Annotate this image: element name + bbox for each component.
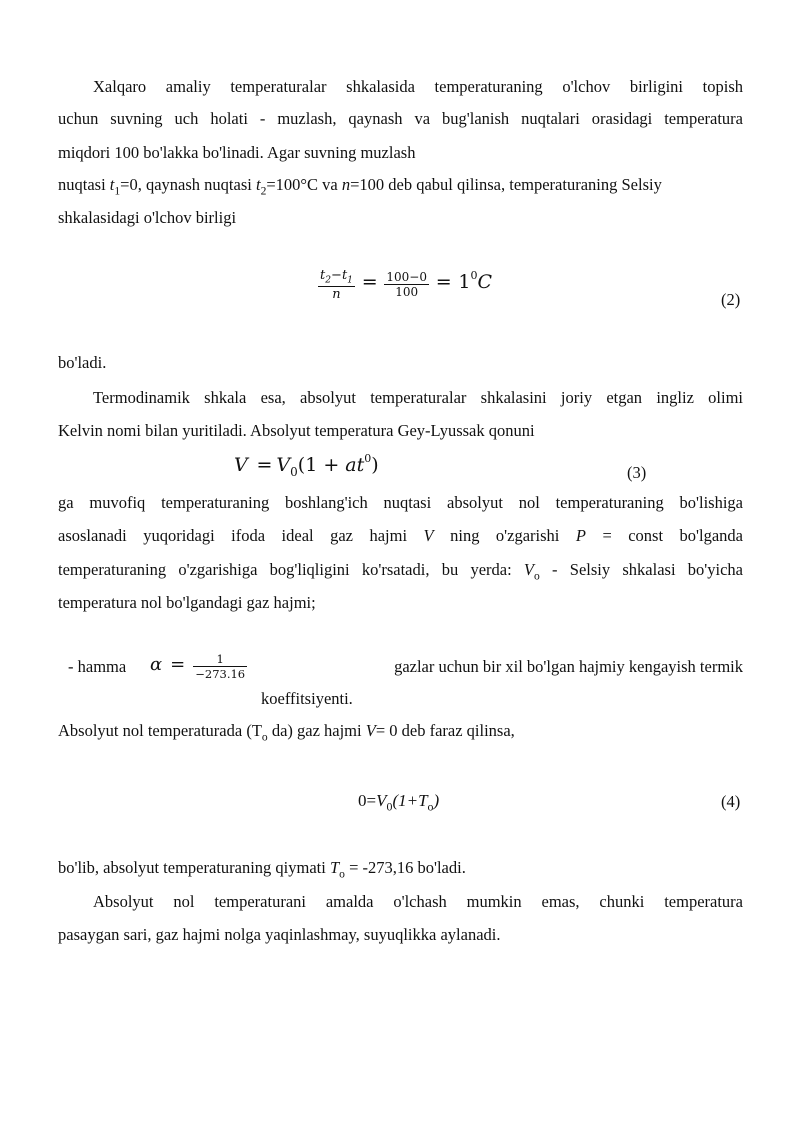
degree-superscript: 0 xyxy=(470,269,478,283)
paragraph-4-line-3: temperaturaning o'zgarishiga bog'liqligini ko'rsatadi, bu yerda: $V_o$ - Selsiy shkalasi bo'yicha xyxy=(58,560,743,583)
text: =100°C va xyxy=(266,175,342,194)
paren-open: (1 + xyxy=(297,454,346,476)
sub-2: 2 xyxy=(260,185,267,198)
alpha-formula xyxy=(150,652,247,681)
equation-3 xyxy=(234,452,379,479)
var-t: T xyxy=(329,858,340,877)
text: nuqtasi xyxy=(58,175,110,194)
sub-1: 1 xyxy=(114,185,121,198)
paragraph-4-line-2: asoslanadi yuqoridagi ifoda ideal gaz hajmi V ning o'zgarishi P = const bo'lganda xyxy=(58,526,743,545)
sub-0: 0 xyxy=(386,799,393,814)
sub-o: o xyxy=(261,731,268,744)
sub-o: o xyxy=(427,799,434,814)
paragraph-8-line-2: pasaygan sari, gaz hajmi nolga yaqinlashmay, suyuqlikka aylanadi. xyxy=(58,925,501,944)
var-vo: V xyxy=(523,560,535,579)
sub-o: o xyxy=(534,570,540,583)
var-t2: t xyxy=(255,175,261,194)
paragraph-1-line-1: Xalqaro amaliy temperaturalar shkalasida temperaturaning o'lchov birligini topish xyxy=(93,77,743,96)
var-t1: t xyxy=(109,175,115,194)
paragraph-1-line-4 xyxy=(58,175,743,201)
var-v: V xyxy=(365,721,376,740)
var-p: P xyxy=(575,526,586,545)
hamma-label: - hamma xyxy=(68,657,127,676)
var-alpha: α xyxy=(150,654,163,676)
text: =100 deb qabul qilinsa, temperaturaning Selsiy xyxy=(350,175,662,194)
equals-sign: = xyxy=(361,271,378,294)
text: =0, qaynash nuqtasi xyxy=(120,175,256,194)
var-at: at xyxy=(345,454,365,476)
equals-sign: = xyxy=(435,271,452,294)
var-v: V xyxy=(234,454,248,476)
fraction-t2-t1-over-n: $\frac{t_2-t_1}{n}$ xyxy=(320,268,353,302)
paren-close: ) xyxy=(371,454,379,476)
equals-sign: = xyxy=(170,654,186,676)
equation-2 xyxy=(318,268,492,302)
paragraph-8-line-1: Absolyut nol temperaturani amalda o'lchash mumkin emas, chunki temperatura xyxy=(93,892,743,911)
result-value: 1 xyxy=(458,271,471,294)
paragraph-1-line-3: miqdori 100 bo'lakka bo'linadi. Agar suvning muzlash xyxy=(58,143,416,162)
fraction-100-0-over-100: $\frac{100-0}{100}$ xyxy=(386,270,427,300)
var-v: V xyxy=(376,791,387,810)
paragraph-3-line-1: Termodinamik shkala esa, absolyut temperaturalar shkalasini joriy etgan ingliz olimi xyxy=(93,388,743,407)
paragraph-4-line-4: temperatura nol bo'lgandagi gaz hajmi; xyxy=(58,593,316,612)
equation-4: $0=V_0(1+T_o)$ xyxy=(358,791,440,814)
var-n: n xyxy=(341,175,351,194)
sup-0: 0 xyxy=(364,452,372,465)
paragraph-1-line-5: shkalasidagi o'lchov birligi xyxy=(58,208,237,227)
equation-number-3: (3) xyxy=(627,463,647,482)
paragraph-1-line-2: uchun suvning uch holati - muzlash, qaynash va bug'lanish nuqtalari orasidagi temperatura xyxy=(58,109,743,128)
equals-sign: = xyxy=(256,454,273,476)
var-v0: V xyxy=(276,454,291,476)
var-v: V xyxy=(423,526,434,545)
equation-number-4: (4) xyxy=(721,792,741,811)
hamma-tail: gazlar uchun bir xil bo'lgan hajmiy kengayish termik xyxy=(394,657,743,676)
paragraph-2-line-1: bo'ladi. xyxy=(58,353,107,372)
sub-0: 0 xyxy=(290,464,298,479)
sub-o: o xyxy=(339,868,345,881)
fraction-1-over-neg273: $\frac{1}{-273.16}$ xyxy=(195,652,246,681)
paragraph-3-line-2: Kelvin nomi bilan yuritiladi. Absolyut temperatura Gey-Lyussak qonuni xyxy=(58,421,535,440)
paragraph-7-line-1: bo'lib, absolyut temperaturaning qiymati $T_o = -273,16$ bo'ladi. xyxy=(58,858,466,881)
equation-number-2: (2) xyxy=(721,290,741,309)
paragraph-4-line-1: ga muvofiq temperaturaning boshlang'ich nuqtasi absolyut nol temperaturaning bo'lishiga xyxy=(58,493,743,512)
paragraph-6-line-1: Absolyut nol temperaturada ($T_o$ da) gaz hajmi V= 0 deb faraz qilinsa, xyxy=(58,721,515,744)
hamma-tail-2: koeffitsiyenti. xyxy=(261,689,353,708)
unit-c: C xyxy=(477,271,493,294)
